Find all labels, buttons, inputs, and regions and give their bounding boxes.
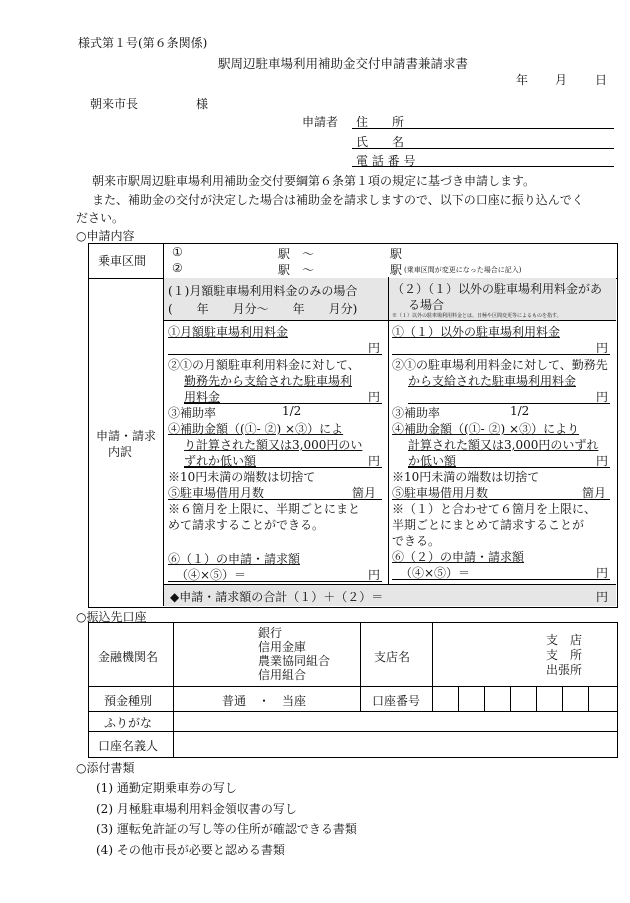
section-account-heading: ○振込先口座: [76, 610, 147, 624]
form-number: 様式第１号(第６条関係): [78, 36, 208, 50]
section-attachments-heading: ○添付書類: [76, 761, 135, 775]
section-application-heading: ○申請内容: [76, 229, 135, 243]
page-title: 駅周辺駐車場利用補助金交付申請書兼請求書: [218, 56, 469, 71]
